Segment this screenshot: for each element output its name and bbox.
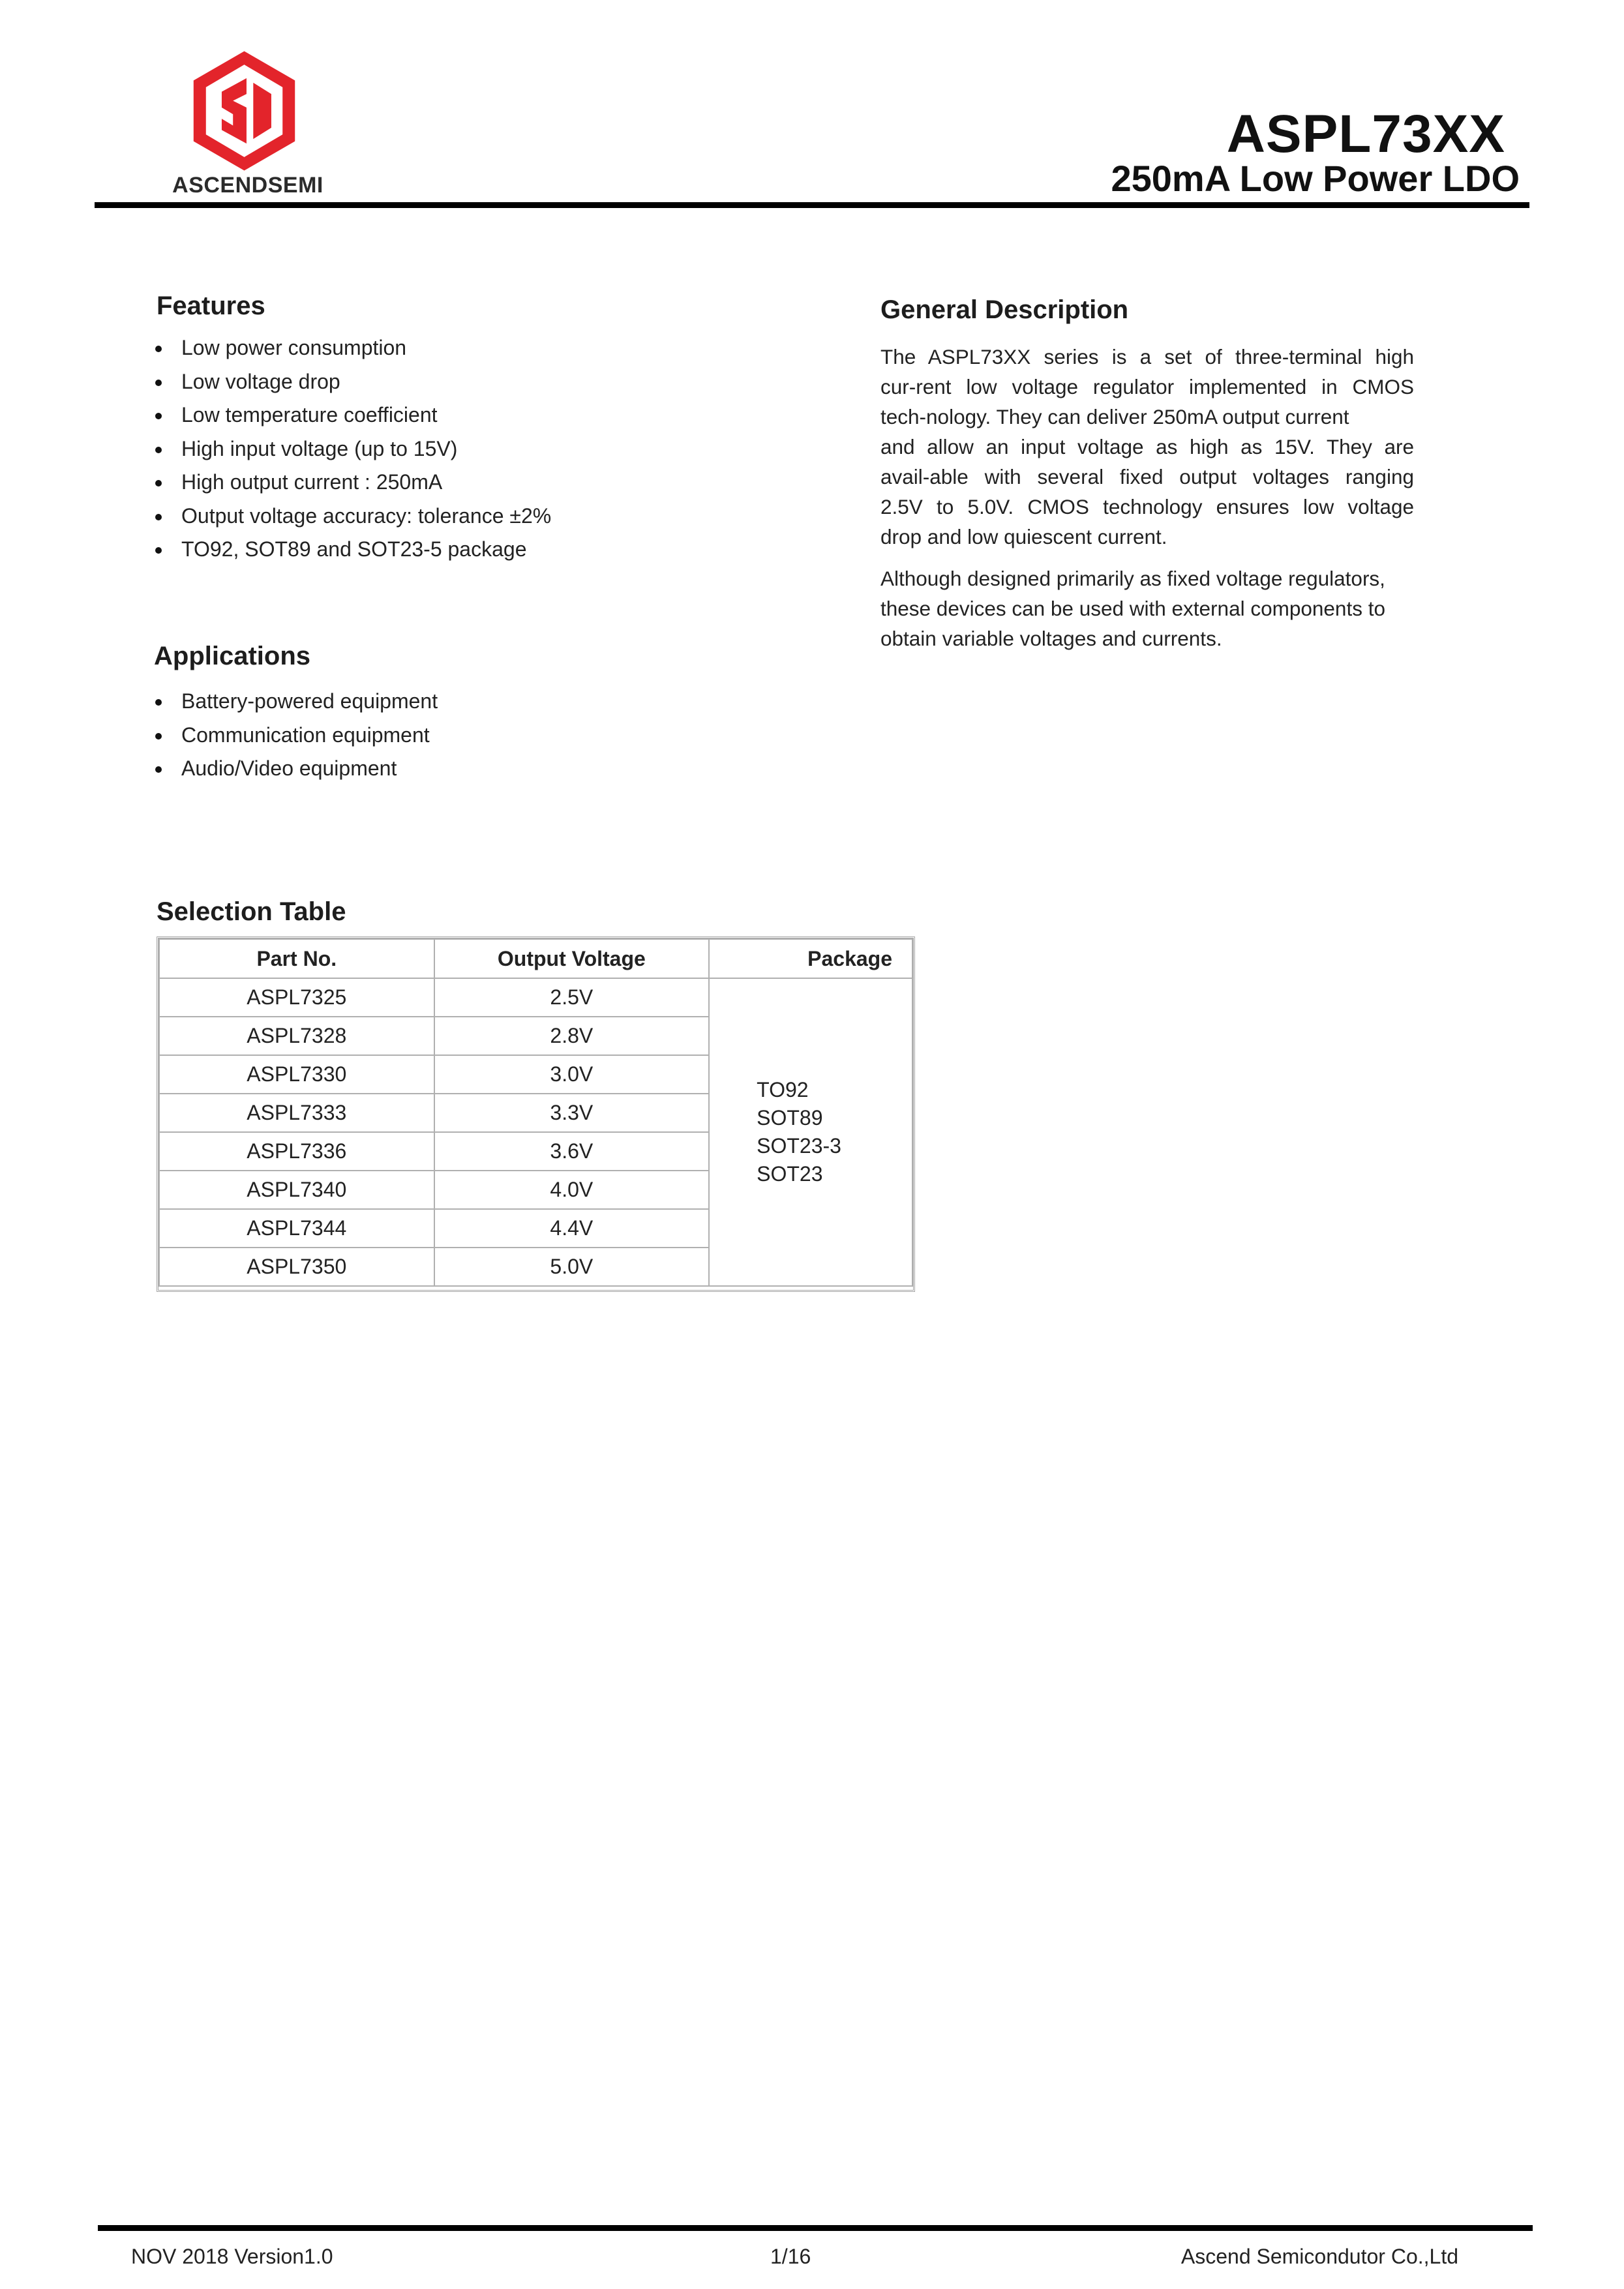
description-heading: General Description	[880, 295, 1129, 324]
column-header-package: Package	[709, 939, 912, 978]
features-heading: Features	[157, 292, 265, 320]
part-no-cell: ASPL7325	[159, 978, 434, 1017]
logo-text: ASCENDSEMI	[172, 173, 323, 198]
table-row	[159, 978, 912, 1017]
description-paragraph	[880, 563, 1414, 653]
part-no-cell: ASPL7333	[159, 1094, 434, 1132]
selection-table	[157, 936, 915, 1292]
part-no-cell: ASPL7336	[159, 1132, 434, 1171]
list-item: Low temperature coefficient	[155, 398, 807, 432]
text-line: these devices can be used with external components to	[880, 597, 1385, 620]
applications-list	[155, 685, 807, 786]
footer-page-number: 1/16	[770, 2245, 811, 2268]
part-no-cell: ASPL7340	[159, 1171, 434, 1209]
features-list	[155, 331, 807, 567]
list-item: Battery-powered equipment	[155, 685, 807, 719]
voltage-cell: 3.3V	[434, 1094, 710, 1132]
list-item: High output current : 250mA	[155, 466, 807, 500]
text-line: avail-able with several fixed output voltages ranging	[880, 465, 1414, 488]
list-item: Communication equipment	[155, 719, 807, 753]
footer-divider	[98, 2225, 1533, 2231]
table-header-row	[159, 939, 912, 978]
list-item: Output voltage accuracy: tolerance ±2%	[155, 500, 807, 533]
text-line: Although designed primarily as fixed voltage regulators,	[880, 567, 1385, 590]
part-no-cell: ASPL7350	[159, 1248, 434, 1286]
header-divider	[95, 202, 1529, 208]
voltage-cell: 4.0V	[434, 1171, 710, 1209]
description-paragraph	[880, 342, 1414, 552]
column-header-part-no: Part No.	[159, 939, 434, 978]
list-item: TO92, SOT89 and SOT23-5 package	[155, 533, 807, 567]
voltage-cell: 3.6V	[434, 1132, 710, 1171]
voltage-cell: 3.0V	[434, 1055, 710, 1094]
package-item: SOT89	[757, 1106, 823, 1130]
package-item: SOT23	[757, 1162, 823, 1186]
voltage-cell: 2.5V	[434, 978, 710, 1017]
voltage-cell: 5.0V	[434, 1248, 710, 1286]
document-title: ASPL73XX	[1226, 104, 1505, 164]
package-item: TO92	[757, 1078, 809, 1101]
list-item: Audio/Video equipment	[155, 752, 807, 786]
package-item: SOT23-3	[757, 1134, 841, 1158]
package-cell	[709, 978, 912, 1286]
text-line: cur-rent low voltage regulator implemented in CMOS	[880, 375, 1414, 398]
part-no-cell: ASPL7330	[159, 1055, 434, 1094]
applications-heading: Applications	[154, 642, 311, 670]
company-logo	[160, 49, 336, 202]
list-item: Low power consumption	[155, 331, 807, 365]
text-line: drop and low quiescent current.	[880, 525, 1167, 548]
list-item: High input voltage (up to 15V)	[155, 432, 807, 466]
voltage-cell: 4.4V	[434, 1209, 710, 1248]
document-subtitle: 250mA Low Power LDO	[1111, 158, 1520, 199]
part-no-cell: ASPL7328	[159, 1017, 434, 1055]
text-line: 2.5V to 5.0V. CMOS technology ensures low voltage	[880, 495, 1414, 518]
ascendsemi-logo-icon	[187, 49, 301, 173]
part-no-cell: ASPL7344	[159, 1209, 434, 1248]
text-line: tech-nology. They can deliver 250mA output current	[880, 405, 1349, 428]
text-line: The ASPL73XX series is a set of three-terminal high	[880, 345, 1414, 368]
footer-company: Ascend Semicondutor Co.,Ltd	[1180, 2245, 1458, 2268]
text-line: and allow an input voltage as high as 15V. They are	[880, 435, 1414, 458]
text-line: obtain variable voltages and currents.	[880, 627, 1222, 650]
footer-version: NOV 2018 Version1.0	[131, 2245, 333, 2268]
column-header-output-voltage: Output Voltage	[434, 939, 710, 978]
list-item: Low voltage drop	[155, 365, 807, 399]
voltage-cell: 2.8V	[434, 1017, 710, 1055]
selection-table-heading: Selection Table	[157, 897, 346, 926]
